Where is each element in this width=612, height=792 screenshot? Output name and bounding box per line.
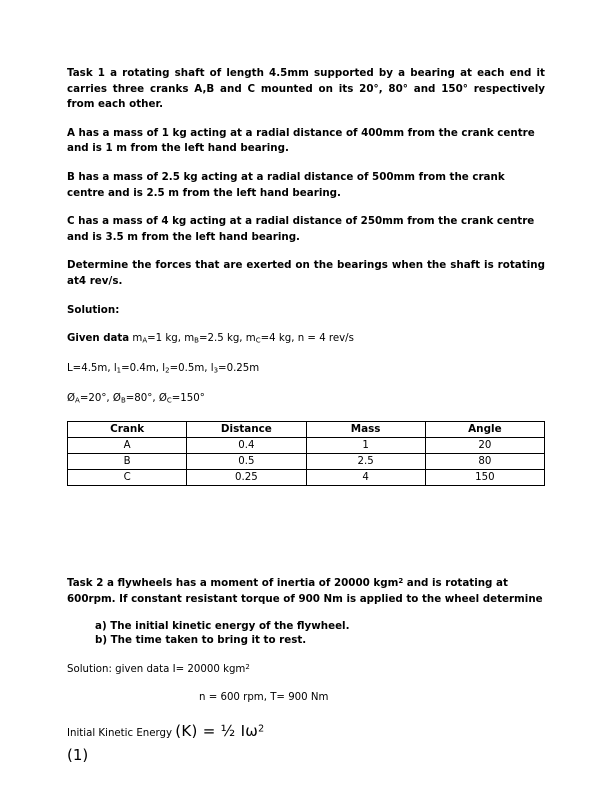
mass-b-value: =2.5 kg,: [198, 333, 246, 345]
task2-solution-rpm-line: n = 600 rpm, T= 900 Nm: [199, 692, 329, 704]
mass-a-symbol: m: [132, 333, 143, 345]
table-header-row: [68, 422, 545, 438]
length-3-symbol: l: [210, 363, 214, 375]
length-total-value: L=4.5m,: [67, 363, 114, 375]
phi-b-symbol: Ø: [112, 393, 121, 405]
table-body: [68, 438, 545, 486]
mass-c-value: =4 kg, n = 4 rev/s: [260, 333, 354, 345]
mass-c-symbol: m: [245, 333, 256, 345]
cell-distance: 0.5: [187, 454, 306, 470]
task1-angles-line: [67, 391, 545, 409]
given-data-label: Given data: [67, 333, 130, 345]
cell-crank: B: [68, 454, 187, 470]
mass-a-value: =1 kg,: [147, 333, 185, 345]
table-row: [68, 470, 545, 486]
kinetic-energy-formula-superscript: 2: [258, 722, 265, 734]
kinetic-energy-formula-text: (K) = ½ Iω: [175, 721, 259, 740]
task2-intro-part1: Task 2 a flywheels has a moment of inertia of 20000 kgm: [67, 577, 399, 590]
task1-crank-c-paragraph: C has a mass of 4 kg acting at a radial distance of 250mm from the crank centre and is 3.5 m from the left hand bearing.: [67, 215, 535, 243]
phi-c-symbol: Ø: [158, 393, 167, 405]
document-content: [67, 66, 545, 765]
length-1-subscript: 1: [116, 366, 122, 375]
task1-given-data-line: [67, 331, 545, 349]
task1-crank-b-paragraph: B has a mass of 2.5 kg acting at a radial distance of 500mm from the crank centre and is 2.5 m from the left hand bearing.: [67, 170, 505, 199]
cell-mass: 2.5: [306, 454, 425, 470]
kinetic-energy-label: Initial Kinetic Energy: [67, 727, 176, 739]
cell-mass: 4: [306, 470, 425, 486]
mass-b-symbol: m: [184, 333, 195, 345]
task1-lengths-line: [67, 361, 545, 379]
task2-intro-paragraph: [67, 574, 545, 607]
phi-a-symbol: Ø: [67, 393, 76, 405]
table-row: [68, 454, 545, 470]
phi-a-value: =20°,: [79, 393, 113, 405]
length-2-symbol: l: [162, 363, 166, 375]
cell-angle: 150: [425, 470, 544, 486]
phi-a-subscript: A: [75, 396, 80, 405]
length-1-value: =0.4m,: [121, 363, 163, 375]
length-2-subscript: 2: [165, 366, 170, 375]
task1-determine-paragraph: Determine the forces that are exerted on the bearings when the shaft is rotating at4 rev/s.: [67, 259, 545, 287]
task1-crank-a-paragraph: A has a mass of 1 kg acting at a radial distance of 400mm from the crank centre and is 1 m from the left hand bearing.: [67, 126, 535, 155]
length-1-symbol: l: [113, 363, 117, 375]
cell-distance: 0.25: [187, 470, 306, 486]
length-3-value: =0.25m: [218, 363, 260, 375]
column-header-mass: Mass: [306, 422, 425, 438]
task2-solution-given-line: [67, 660, 545, 678]
task2-kinetic-energy-equation: [67, 720, 545, 765]
section-spacer: [67, 486, 545, 574]
task2-solution-given-prefix: Solution: given data I= 20000 kgm: [67, 663, 246, 675]
kinetic-energy-formula: [175, 722, 264, 740]
phi-b-subscript: B: [120, 396, 126, 405]
task1-solution-label: Solution:: [67, 303, 120, 316]
task2-question-list: [67, 619, 545, 648]
table-head: [68, 422, 545, 438]
equation-number: (1): [67, 745, 89, 764]
list-item: b) The time taken to bring it to rest.: [95, 634, 307, 647]
list-item: a) The initial kinetic energy of the flywheel.: [95, 619, 350, 632]
cell-distance: 0.4: [187, 438, 306, 454]
task2-intro-part2: and is rotating at 600rpm. If constant resistant torque of 900 Nm is applied to the wheel determine: [67, 577, 543, 605]
phi-c-subscript: C: [166, 396, 172, 405]
column-header-crank: Crank: [68, 422, 187, 438]
crank-data-table: [67, 421, 545, 486]
cell-crank: C: [68, 470, 187, 486]
cell-angle: 20: [425, 438, 544, 454]
task2-intro-superscript: 2: [398, 577, 404, 586]
mass-b-subscript: B: [194, 336, 199, 345]
phi-b-value: =80°,: [125, 393, 159, 405]
task1-intro-paragraph: Task 1 a rotating shaft of length 4.5mm supported by a bearing at each end it carries three cranks A,B and C mounted on its 20°, 80° and 150° respectively from each other.: [67, 67, 545, 111]
length-3-subscript: 3: [213, 366, 219, 375]
cell-crank: A: [68, 438, 187, 454]
cell-mass: 1: [306, 438, 425, 454]
table-row: [68, 438, 545, 454]
mass-a-subscript: A: [142, 336, 148, 345]
column-header-angle: Angle: [425, 422, 544, 438]
task2-solution-given-superscript: 2: [245, 662, 250, 671]
mass-c-subscript: C: [255, 336, 261, 345]
length-2-value: =0.5m,: [169, 363, 211, 375]
column-header-distance: Distance: [187, 422, 306, 438]
cell-angle: 80: [425, 454, 544, 470]
phi-c-value: =150°: [171, 393, 205, 405]
